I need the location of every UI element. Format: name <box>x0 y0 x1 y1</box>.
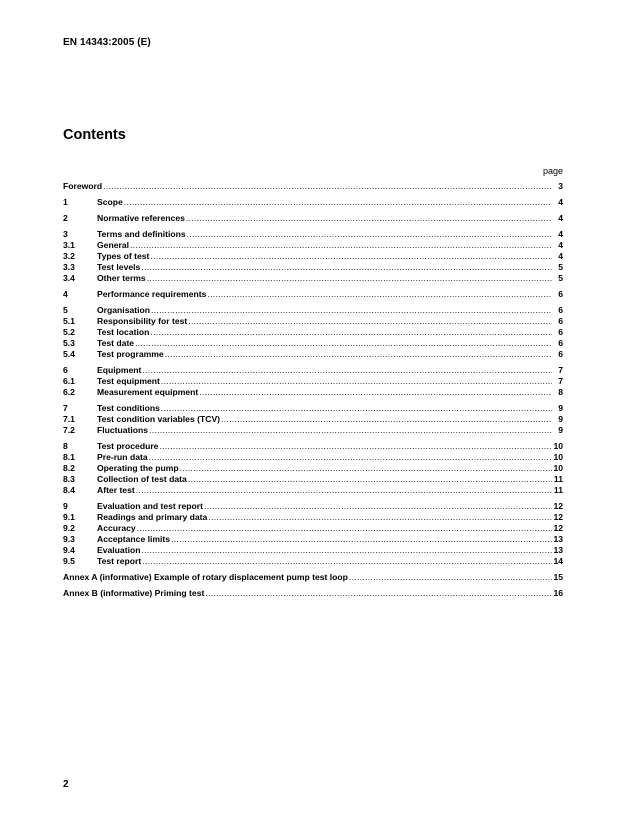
toc-dot-leader <box>204 501 552 512</box>
toc-entry-number: 3.4 <box>63 273 75 283</box>
toc-entry-page: 5 <box>558 273 563 283</box>
toc-entry-page: 10 <box>553 463 563 473</box>
toc-entry-number: 7.1 <box>63 414 75 424</box>
toc-entry[interactable] <box>63 316 563 327</box>
toc-entry[interactable] <box>63 441 563 452</box>
toc-entry-title: Test date <box>97 338 135 348</box>
toc-entry-title: Test report <box>97 556 142 566</box>
toc-entry-title: Annex B (informative) Priming test <box>63 588 205 598</box>
toc-group <box>63 365 563 398</box>
toc-dot-leader <box>187 229 552 240</box>
toc-entry-number: 7 <box>63 403 68 413</box>
toc-dot-leader <box>161 376 552 387</box>
toc-entry-number: 6.1 <box>63 376 75 386</box>
toc-dot-leader <box>159 441 552 452</box>
toc-entry[interactable] <box>63 365 563 376</box>
toc-entry-title: General <box>97 240 130 250</box>
toc-entry-page: 9 <box>558 414 563 424</box>
toc-entry-number: 9.5 <box>63 556 75 566</box>
toc-dot-leader <box>135 338 552 349</box>
toc-entry-number: 5.4 <box>63 349 75 359</box>
toc-entry-title: Test equipment <box>97 376 160 386</box>
toc-entry-title: Readings and primary data <box>97 512 208 522</box>
toc-entry[interactable] <box>63 376 563 387</box>
toc-entry-title: Evaluation <box>97 545 141 555</box>
toc-entry-title: Equipment <box>97 365 142 375</box>
toc-entry[interactable] <box>63 545 563 556</box>
toc-entry-title: Test procedure <box>97 441 159 451</box>
toc-dot-leader <box>141 545 552 556</box>
toc-entry-title: Performance requirements <box>97 289 207 299</box>
toc-dot-leader <box>188 316 552 327</box>
toc-dot-leader <box>186 213 552 224</box>
toc-entry-title: Test condition variables (TCV) <box>97 414 221 424</box>
toc-group <box>63 213 563 224</box>
toc-entry-page: 9 <box>558 403 563 413</box>
toc-entry-title: Pre-run data <box>97 452 148 462</box>
toc-entry-number: 6 <box>63 365 68 375</box>
toc-entry-title: Terms and definitions <box>97 229 186 239</box>
toc-entry-number: 5.1 <box>63 316 75 326</box>
toc-entry[interactable] <box>63 425 563 436</box>
toc-entry-title: Scope <box>97 197 123 207</box>
toc-entry-number: 5.3 <box>63 338 75 348</box>
toc-entry-page: 8 <box>558 387 563 397</box>
toc-entry-page: 6 <box>558 327 563 337</box>
toc-entry-title: Responsibility for test <box>97 316 188 326</box>
toc-entry-page: 6 <box>558 289 563 299</box>
toc-entry[interactable] <box>63 414 563 425</box>
toc-group <box>63 441 563 496</box>
toc-entry-page: 6 <box>558 338 563 348</box>
toc-entry-page: 10 <box>553 441 563 451</box>
toc-entry-title: Collection of test data <box>97 474 187 484</box>
toc-entry[interactable] <box>63 289 563 300</box>
toc-entry-page: 6 <box>558 349 563 359</box>
toc-entry-title: Operating the pump <box>97 463 179 473</box>
toc-entry-page: 9 <box>558 425 563 435</box>
toc-entry[interactable] <box>63 273 563 284</box>
toc-dot-leader <box>208 512 552 523</box>
toc-entry-page: 14 <box>553 556 563 566</box>
toc-entry-title: Test levels <box>97 262 141 272</box>
toc-entry-number: 9.1 <box>63 512 75 522</box>
toc-dot-leader <box>205 588 552 599</box>
toc-group <box>63 289 563 300</box>
toc-entry[interactable] <box>63 387 563 398</box>
toc-entry-page: 7 <box>558 376 563 386</box>
toc-dot-leader <box>124 197 552 208</box>
toc-entry-title: Test programme <box>97 349 164 359</box>
toc-entry[interactable] <box>63 305 563 316</box>
toc-dot-leader <box>165 349 552 360</box>
toc-entry-page: 3 <box>558 181 563 191</box>
toc-entry-number: 5.2 <box>63 327 75 337</box>
toc-entry-page: 12 <box>553 512 563 522</box>
toc-entry[interactable] <box>63 197 563 208</box>
toc-entry-number: 2 <box>63 213 68 223</box>
toc-entry-number: 3.1 <box>63 240 75 250</box>
toc-entry-page: 12 <box>553 523 563 533</box>
toc-entry-title: Fluctuations <box>97 425 149 435</box>
toc-entry[interactable] <box>63 485 563 496</box>
toc-entry[interactable] <box>63 512 563 523</box>
toc-entry[interactable] <box>63 556 563 567</box>
toc-entry[interactable] <box>63 240 563 251</box>
toc-entry-page: 15 <box>553 572 563 582</box>
toc-entry[interactable] <box>63 213 563 224</box>
toc-entry-page: 5 <box>558 262 563 272</box>
toc-dot-leader <box>149 452 552 463</box>
toc-dot-leader <box>150 327 552 338</box>
page-column-label: page <box>542 166 563 176</box>
toc-entry[interactable] <box>63 588 563 599</box>
toc-entry-number: 9.3 <box>63 534 75 544</box>
toc-dot-leader <box>141 262 552 273</box>
toc-entry-title: Accuracy <box>97 523 136 533</box>
toc-entry-title: Acceptance limits <box>97 534 171 544</box>
toc-dot-leader <box>349 572 552 583</box>
toc-entry-number: 7.2 <box>63 425 75 435</box>
toc-group <box>63 229 563 284</box>
toc-entry-title: Types of test <box>97 251 150 261</box>
toc-entry[interactable] <box>63 229 563 240</box>
toc-entry-title: Annex A (informative) Example of rotary displacement pump test loop <box>63 572 348 582</box>
toc-entry-title: Foreword <box>63 181 103 191</box>
toc-entry[interactable] <box>63 262 563 273</box>
toc-group <box>63 572 563 583</box>
toc-entry-page: 4 <box>558 229 563 239</box>
toc-entry-page: 6 <box>558 305 563 315</box>
toc-entry-number: 8 <box>63 441 68 451</box>
toc-entry-page: 4 <box>558 251 563 261</box>
toc-entry[interactable] <box>63 403 563 414</box>
toc-entry-page: 11 <box>553 485 563 495</box>
toc-dot-leader <box>199 387 552 398</box>
toc-entry-number: 8.1 <box>63 452 75 462</box>
toc-entry-number: 9.2 <box>63 523 75 533</box>
toc-entry-number: 9.4 <box>63 545 75 555</box>
toc-entry-number: 8.4 <box>63 485 75 495</box>
toc-group <box>63 501 563 567</box>
toc-entry-title: Other terms <box>97 273 146 283</box>
toc-entry-number: 9 <box>63 501 68 511</box>
toc-dot-leader <box>180 463 552 474</box>
toc-entry-page: 13 <box>553 534 563 544</box>
page-title: Contents <box>63 127 126 143</box>
toc-entry[interactable] <box>63 572 563 583</box>
toc-group <box>63 197 563 208</box>
toc-entry[interactable] <box>63 349 563 360</box>
toc-entry[interactable] <box>63 474 563 485</box>
toc-group <box>63 181 563 192</box>
toc-dot-leader <box>136 485 552 496</box>
toc-entry-page: 6 <box>558 316 563 326</box>
toc-entry[interactable] <box>63 523 563 534</box>
toc-entry-number: 3.2 <box>63 251 75 261</box>
toc-entry-page: 11 <box>553 474 563 484</box>
toc-entry[interactable] <box>63 251 563 262</box>
toc-dot-leader <box>130 240 552 251</box>
toc-group <box>63 588 563 599</box>
toc-entry-page: 16 <box>553 588 563 598</box>
toc-entry-title: Test location <box>97 327 150 337</box>
toc-entry[interactable] <box>63 327 563 338</box>
toc-entry-title: After test <box>97 485 135 495</box>
toc-dot-leader <box>137 523 552 534</box>
toc-entry-title: Normative references <box>97 213 185 223</box>
toc-entry-page: 4 <box>558 197 563 207</box>
toc-entry-page: 13 <box>553 545 563 555</box>
toc-entry-page: 12 <box>553 501 563 511</box>
toc-dot-leader <box>161 403 552 414</box>
toc-entry-number: 3 <box>63 229 68 239</box>
toc-entry-number: 1 <box>63 197 68 207</box>
toc-dot-leader <box>142 365 552 376</box>
toc-entry-title: Evaluation and test report <box>97 501 204 511</box>
document-identifier: EN 14343:2005 (E) <box>63 37 151 48</box>
toc-dot-leader <box>188 474 552 485</box>
toc-entry-page: 4 <box>558 213 563 223</box>
toc-entry-title: Organisation <box>97 305 151 315</box>
toc-dot-leader <box>103 181 552 192</box>
toc-dot-leader <box>150 251 552 262</box>
toc-entry-number: 5 <box>63 305 68 315</box>
toc-entry-number: 6.2 <box>63 387 75 397</box>
toc-entry-page: 10 <box>553 452 563 462</box>
toc-dot-leader <box>151 305 552 316</box>
toc-entry[interactable] <box>63 463 563 474</box>
toc-entry[interactable] <box>63 501 563 512</box>
toc-dot-leader <box>221 414 552 425</box>
toc-group <box>63 305 563 360</box>
toc-dot-leader <box>171 534 552 545</box>
toc-dot-leader <box>207 289 552 300</box>
toc-entry-number: 8.3 <box>63 474 75 484</box>
toc-entry-number: 4 <box>63 289 68 299</box>
toc-entry-title: Measurement equipment <box>97 387 199 397</box>
toc-group <box>63 403 563 436</box>
toc-entry-number: 3.3 <box>63 262 75 272</box>
toc-dot-leader <box>147 273 552 284</box>
toc-dot-leader <box>142 556 552 567</box>
toc-entry[interactable] <box>63 181 563 192</box>
toc-entry[interactable] <box>63 534 563 545</box>
toc-entry-page: 4 <box>558 240 563 250</box>
toc-entry-title: Test conditions <box>97 403 160 413</box>
toc-dot-leader <box>149 425 552 436</box>
page-number: 2 <box>63 779 69 790</box>
toc-entry[interactable] <box>63 338 563 349</box>
toc-entry-page: 7 <box>558 365 563 375</box>
table-of-contents <box>63 181 563 604</box>
toc-entry-number: 8.2 <box>63 463 75 473</box>
toc-entry[interactable] <box>63 452 563 463</box>
